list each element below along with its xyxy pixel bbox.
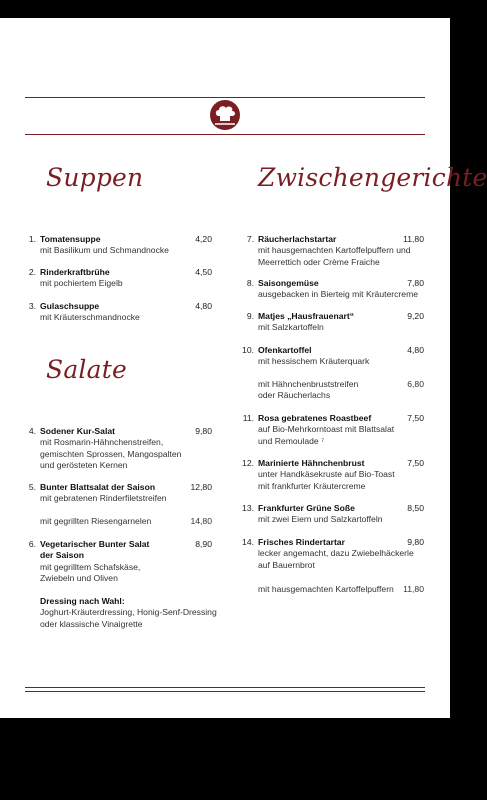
item-description: mit Basilikum und Schmandnocke <box>40 245 169 256</box>
variant-price: 14,80 <box>190 516 212 526</box>
chef-hat-icon <box>209 99 241 131</box>
item-price: 11,80 <box>403 234 424 244</box>
item-name: Gulaschsuppe <box>40 301 100 311</box>
item-price: 4,80 <box>195 301 212 311</box>
item-name: Ofenkartoffel <box>258 345 312 355</box>
item-number: 14. <box>242 537 254 547</box>
item-description: mit pochiertem Eigelb <box>40 278 123 289</box>
item-price: 4,80 <box>407 345 424 355</box>
item-price: 9,80 <box>195 426 212 436</box>
item-description-line: Zwiebeln und Oliven <box>40 573 118 584</box>
item-price: 4,50 <box>195 267 212 277</box>
item-name: Sodener Kur-Salat <box>40 426 115 436</box>
item-number: 7. <box>246 234 254 244</box>
item-name: Frankfurter Grüne Soße <box>258 503 355 513</box>
item-number: 2. <box>28 267 36 277</box>
item-description-line: mit hausgemachten Kartoffelpuffern und <box>258 245 411 256</box>
item-price: 9,80 <box>407 537 424 547</box>
item-description: mit Salzkartoffeln <box>258 322 324 333</box>
item-number: 8. <box>246 278 254 288</box>
item-number: 4. <box>28 426 36 436</box>
top-divider <box>25 97 425 98</box>
variant-description-line: oder Räucherlachs <box>258 390 331 401</box>
item-description-line: auf Bauernbrot <box>258 559 315 570</box>
item-description-line: Meerrettich oder Crème Fraiche <box>258 256 380 267</box>
item-name: Räucherlachstartar <box>258 234 337 244</box>
item-number: 11. <box>242 413 254 423</box>
dressing-title: Dressing nach Wahl: <box>40 596 125 606</box>
item-number: 5. <box>28 482 36 492</box>
item-number: 1. <box>28 234 36 244</box>
item-name: Matjes „Hausfrauenart“ <box>258 311 354 321</box>
item-description-line: mit Rosmarin-Hähnchenstreifen, <box>40 437 164 448</box>
item-description-line: mit frankfurter Kräutercreme <box>258 480 366 491</box>
variant-description: mit gegrillten Riesengarnelen <box>40 516 152 526</box>
bottom-divider <box>25 687 425 688</box>
item-price: 7,50 <box>407 458 424 468</box>
item-price: 9,20 <box>407 311 424 321</box>
item-description: mit zwei Eiern und Salzkartoffeln <box>258 514 383 525</box>
item-price: 7,50 <box>407 413 424 423</box>
item-name: Tomatensuppe <box>40 234 101 244</box>
item-number: 6. <box>28 539 36 549</box>
item-name-line: Vegetarischer Bunter Salat <box>40 539 150 549</box>
section-heading-suppen: Suppen <box>46 163 144 192</box>
item-variant <box>40 516 212 527</box>
item-number: 9. <box>246 311 254 321</box>
item-description-line: unter Handkäsekruste auf Bio-Toast <box>258 469 395 480</box>
item-number: 10. <box>242 345 254 355</box>
item-description-line: gemischten Sprossen, Mangospalten <box>40 448 182 459</box>
item-number: 13. <box>242 503 254 513</box>
item-name: Rosa gebratenes Roastbeef <box>258 413 372 423</box>
top-divider-lower <box>25 134 425 135</box>
section-heading-salate: Salate <box>46 355 127 384</box>
item-name: Saisongemüse <box>258 278 319 288</box>
item-name: Marinierte Hähnchenbrust <box>258 458 365 468</box>
variant-price: 11,80 <box>403 584 424 594</box>
item-description-line: auf Bio-Mehrkorntoast mit Blattsalat <box>258 424 395 435</box>
item-variant <box>258 379 425 402</box>
item-name: Rinderkraftbrühe <box>40 267 110 277</box>
item-price: 8,90 <box>195 539 212 549</box>
item-description: mit Kräuterschmandnocke <box>40 312 140 323</box>
item-price: 7,80 <box>407 278 424 288</box>
item-description-line: lecker angemacht, dazu Zwiebelhäckerle <box>258 548 414 559</box>
item-description-line: und Remoulade ⁷ <box>258 435 325 446</box>
dressing-note <box>40 596 230 630</box>
item-price: 4,20 <box>195 234 212 244</box>
item-number: 3. <box>28 301 36 311</box>
item-description-line: und gerösteten Kernen <box>40 460 128 471</box>
item-description: ausgebacken in Bierteig mit Kräutercreme <box>258 289 419 300</box>
variant-description-line: mit hausgemachten Kartoffelpuffern <box>258 584 394 594</box>
item-number: 12. <box>242 458 254 468</box>
item-price: 12,80 <box>190 482 212 492</box>
dressing-line: oder klassische Vinaigrette <box>40 618 143 629</box>
item-description: mit gebratenen Rinderfiletstreifen <box>40 493 167 504</box>
item-variant <box>258 584 425 595</box>
item-price: 8,50 <box>407 503 424 513</box>
menu-page <box>0 18 487 718</box>
variant-description-line: mit Hähnchenbruststreifen <box>258 379 359 389</box>
item-name-line: der Saison <box>40 550 84 561</box>
item-name: Bunter Blattsalat der Saison <box>40 482 156 492</box>
dressing-line: Joghurt-Kräuterdressing, Honig-Senf-Dressing <box>40 607 217 618</box>
section-heading-zwischengerichte: Zwischengerichte <box>258 163 487 192</box>
item-description-line: mit gegrilltem Schafskäse, <box>40 561 141 572</box>
item-description: mit hessischem Kräuterquark <box>258 356 370 367</box>
bottom-divider-lower <box>25 691 425 692</box>
variant-price: 6,80 <box>407 379 424 389</box>
item-name: Frisches Rindertartar <box>258 537 345 547</box>
